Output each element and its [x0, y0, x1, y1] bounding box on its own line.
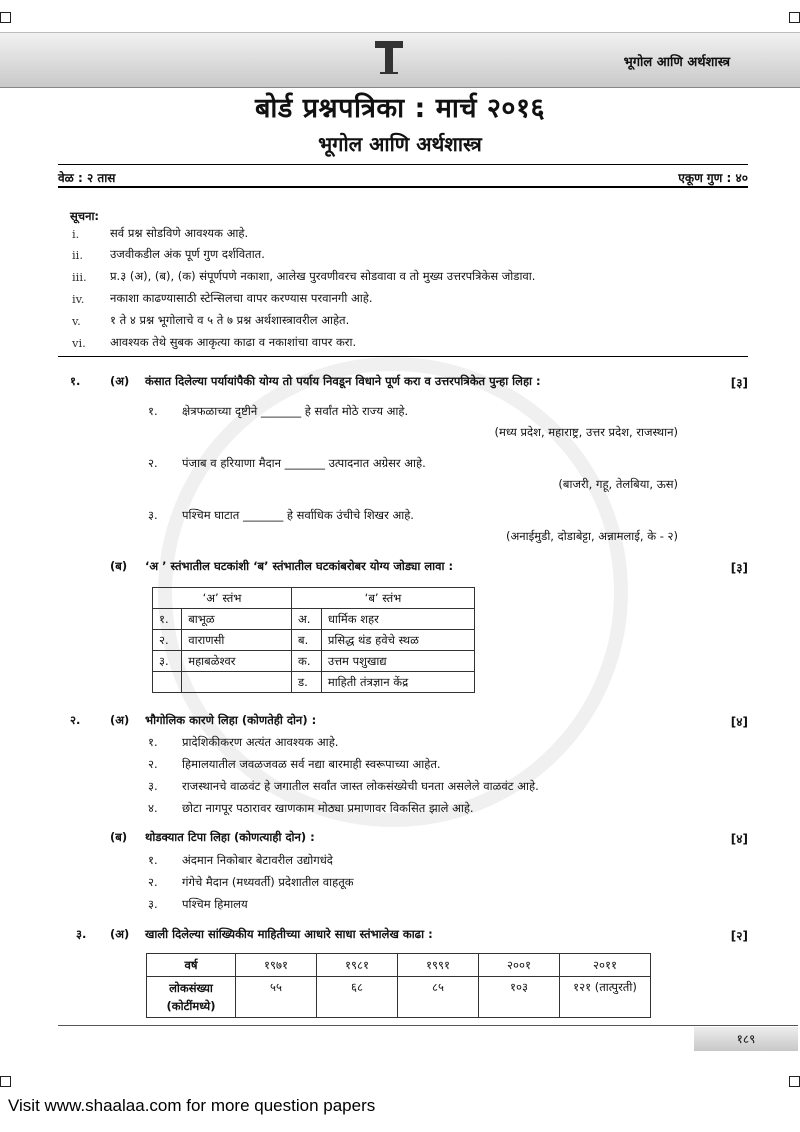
item-text: गंगेचे मैदान (मध्यवर्ती) प्रदेशातील वाहतूक — [182, 875, 354, 889]
instructions-heading: सूचना: — [70, 209, 100, 223]
question-marks: [४] — [730, 715, 748, 729]
table-row — [153, 651, 475, 672]
cell: प्रसिद्ध थंड हवेचे स्थळ — [321, 630, 474, 651]
item-text: पश्चिम घाटात _______ हे सर्वाधिक उंचीचे शिखर आहे. — [182, 508, 414, 522]
row-label: वर्ष — [147, 954, 236, 977]
question-number: २. — [70, 713, 81, 727]
item-text: प्रादेशिकीकरण अत्यंत आवश्यक आहे. — [182, 735, 339, 749]
cell: १. — [153, 609, 182, 630]
instruction-text: नकाशा काढण्यासाठी स्टेन्सिलचा वापर करण्यास परवानगी आहे. — [110, 291, 373, 305]
divider — [58, 356, 748, 357]
subquestion-label: (अ) — [110, 713, 130, 727]
instruction-number: vi. — [72, 336, 86, 350]
item-number: ३. — [148, 779, 158, 793]
footer-divider — [58, 1025, 798, 1026]
total-marks: एकूण गुण : ४० — [678, 171, 748, 185]
registration-mark — [789, 12, 800, 23]
item-text: क्षेत्रफळाच्या दृष्टीने _______ हे सर्वांत मोठे राज्य आहे. — [182, 404, 409, 418]
instruction-text: १ ते ४ प्रश्न भूगोलाचे व ५ ते ७ प्रश्न अर्थशास्त्रावरील आहेत. — [110, 313, 350, 327]
value-cell: ५५ — [236, 977, 317, 1018]
subquestion-label: (अ) — [110, 927, 130, 941]
year-cell: १९७१ — [236, 954, 317, 977]
instruction-number: iii. — [72, 270, 87, 284]
table-row — [153, 630, 475, 651]
registration-mark — [789, 1076, 800, 1087]
year-cell: १९९१ — [398, 954, 479, 977]
item-text: पंजाब व हरियाणा मैदान _______ उत्पादनात अग्रेसर आहे. — [182, 456, 426, 470]
year-cell: १९८१ — [317, 954, 398, 977]
cell: २. — [153, 630, 182, 651]
question-text: कंसात दिलेल्या पर्यायांपैकी योग्य तो पर्याय निवडून विधाने पूर्ण करा व उत्तरपत्रिकेत पुन्हा लिहा : — [145, 374, 541, 388]
cell: ड. — [292, 672, 322, 693]
item-number: २. — [148, 456, 158, 470]
instruction-number: ii. — [72, 248, 84, 262]
item-text: अंदमान निकोबार बेटावरील उद्योगधंदे — [182, 853, 333, 867]
instruction-number: i. — [72, 227, 80, 241]
subquestion-label: (अ) — [110, 374, 130, 388]
column-b-header: ‘ब’ स्तंभ — [292, 588, 475, 609]
subquestion-label: (ब) — [110, 559, 128, 573]
cell: ३. — [153, 651, 182, 672]
cell: धार्मिक शहर — [321, 609, 474, 630]
table-row — [147, 977, 651, 1018]
row-label-line: (कोटींमध्ये) — [166, 999, 216, 1013]
exam-time: वेळ : २ तास — [58, 171, 116, 185]
value-cell: १२१ (तात्पुरती) — [560, 977, 651, 1018]
registration-mark — [0, 1076, 11, 1087]
page-title: बोर्ड प्रश्नपत्रिका : मार्च २०१६ — [254, 93, 546, 124]
item-number: १. — [148, 404, 158, 418]
divider — [58, 164, 748, 165]
registration-mark — [0, 12, 11, 23]
value-cell: ६८ — [317, 977, 398, 1018]
cell: महाबळेश्वर — [182, 651, 292, 672]
question-text: भौगोलिक कारणे लिहा (कोणतेही दोन) : — [145, 713, 317, 727]
item-number: १. — [148, 853, 158, 867]
divider — [58, 186, 748, 188]
instruction-text: उजवीकडील अंक पूर्ण गुण दर्शवितात. — [110, 247, 265, 261]
item-number: ४. — [148, 801, 158, 815]
question-marks: [२] — [730, 929, 748, 943]
item-text: हिमालयातील जवळजवळ सर्व नद्या बारमाही स्वरूपाच्या आहेत. — [182, 757, 441, 771]
table-row — [153, 672, 475, 693]
item-options: (मध्य प्रदेश, महाराष्ट्र, उत्तर प्रदेश, राजस्थान) — [494, 425, 678, 439]
page-subtitle: भूगोल आणि अर्थशास्त्र — [318, 132, 482, 156]
item-number: १. — [148, 735, 158, 749]
cell: अ. — [292, 609, 322, 630]
item-text: छोटा नागपूर पठारावर खाणकाम मोठ्या प्रमाणावर विकसित झाले आहे. — [182, 801, 474, 815]
question-text: खाली दिलेल्या सांख्यिकीय माहितीच्या आधारे साधा स्तंभालेख काढा : — [145, 927, 433, 941]
item-text: राजस्थानचे वाळवंट हे जगातील सर्वांत जास्त लोकसंख्येची घनता असलेले वाळवंट आहे. — [182, 779, 539, 793]
value-cell: ८५ — [398, 977, 479, 1018]
cell: क. — [292, 651, 322, 672]
cell — [153, 672, 182, 693]
cell: वाराणसी — [182, 630, 292, 651]
item-text: पश्चिम हिमालय — [182, 897, 248, 911]
item-number: ३. — [148, 508, 158, 522]
cell: बाभूळ — [182, 609, 292, 630]
item-number: २. — [148, 875, 158, 889]
table-row — [147, 954, 651, 977]
question-number: ३. — [76, 927, 87, 941]
cell: ब. — [292, 630, 322, 651]
statistics-table — [146, 953, 651, 1018]
header-subject: भूगोल आणि अर्थशास्त्र — [623, 55, 730, 70]
question-text: ‘अ ’ स्तंभातील घटकांशी ‘ब’ स्तंभातील घटकांबरोबर योग्य जोड्या लावा : — [145, 559, 454, 573]
instruction-number: v. — [72, 314, 81, 328]
match-table — [152, 587, 475, 693]
cell — [182, 672, 292, 693]
instruction-text: सर्व प्रश्न सोडविणे आवश्यक आहे. — [110, 226, 249, 240]
cell: उत्तम पशुखाद्य — [321, 651, 474, 672]
item-options: (बाजरी, गहू, तेलबिया, ऊस) — [558, 477, 678, 491]
year-cell: २०११ — [560, 954, 651, 977]
item-options: (अनाईमुडी, दोडाबेट्टा, अन्नामलाई, के - २) — [506, 529, 678, 543]
row-label-line: लोकसंख्या — [169, 981, 213, 995]
item-number: २. — [148, 757, 158, 771]
cell: माहिती तंत्रज्ञान केंद्र — [321, 672, 474, 693]
table-row — [153, 609, 475, 630]
publisher-logo-icon — [374, 35, 404, 75]
footer-visit-link[interactable]: Visit www.shaalaa.com for more question papers — [8, 1096, 376, 1115]
year-cell: २००१ — [479, 954, 560, 977]
question-marks: [३] — [730, 561, 748, 575]
page-number: १८९ — [694, 1027, 798, 1051]
instruction-number: iv. — [72, 292, 85, 306]
question-text: थोडक्यात टिपा लिहा (कोणत्याही दोन) : — [145, 830, 315, 844]
question-marks: [४] — [730, 832, 748, 846]
subquestion-label: (ब) — [110, 830, 128, 844]
row-label — [147, 977, 236, 1018]
column-a-header: ‘अ’ स्तंभ — [153, 588, 292, 609]
question-number: १. — [70, 374, 81, 388]
item-number: ३. — [148, 897, 158, 911]
question-marks: [३] — [730, 376, 748, 390]
instruction-text: प्र.३ (अ), (ब), (क) संपूर्णपणे नकाशा, आलेख पुरवणीवरच सोडवावा व तो मुख्य उत्तरपत्रिकेस जोडावा. — [110, 269, 536, 283]
instruction-text: आवश्यक तेथे सुबक आकृत्या काढा व नकाशांचा वापर करा. — [110, 335, 357, 349]
value-cell: १०३ — [479, 977, 560, 1018]
